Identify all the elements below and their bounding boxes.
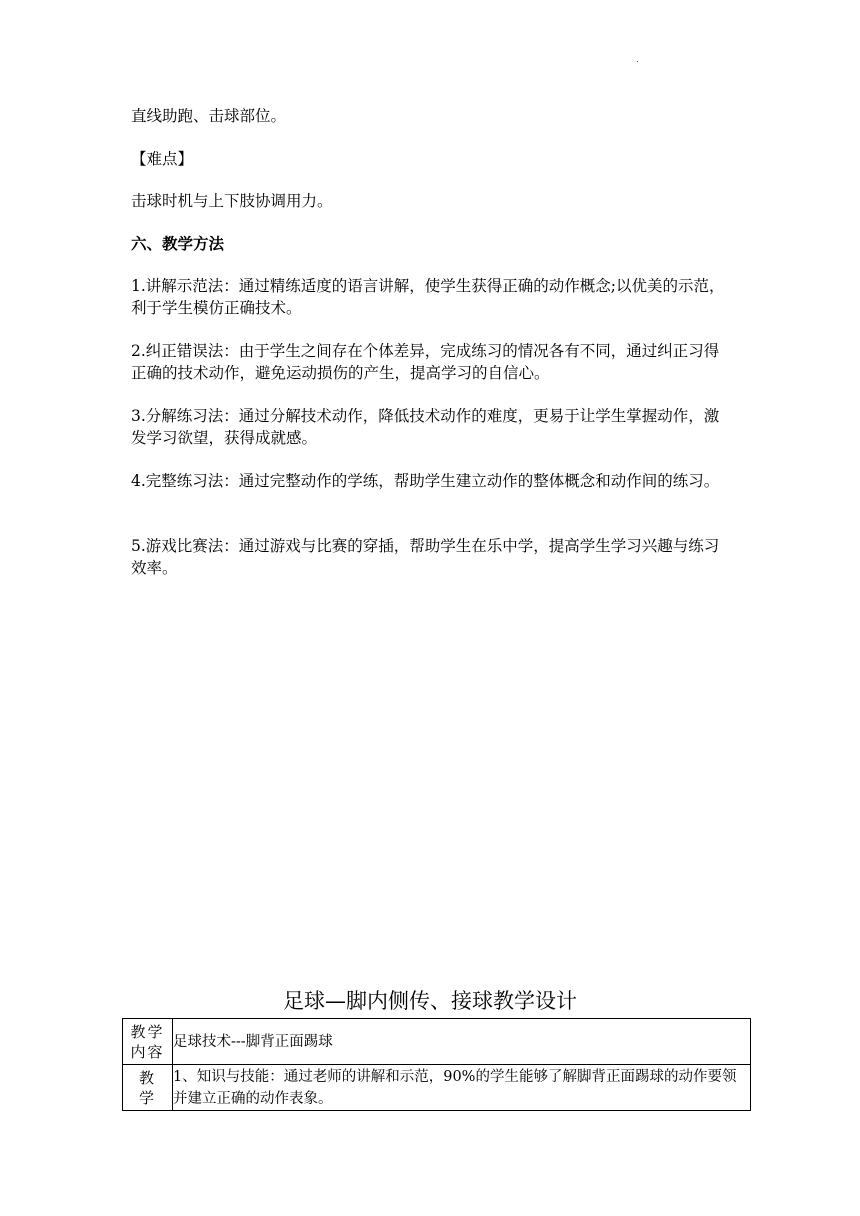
key-points-text: 直线助跑、击球部位。	[131, 107, 287, 125]
row-label-line: 教学	[130, 1022, 165, 1041]
row-value-teaching-content: 足球技术---脚背正面踢球	[173, 1019, 751, 1065]
method-item-3: 3.分解练习法：通过分解技术动作，降低技术动作的难度，更易于让学生掌握动作，激发学习欲望，获得成就感。	[131, 407, 720, 447]
difficulty-heading: 【难点】	[131, 150, 194, 168]
table-row	[123, 1019, 751, 1065]
row-label-line: 内容	[130, 1042, 165, 1061]
row-label-line: 教	[138, 1068, 156, 1087]
method-item-1: 1.讲解示范法：通过精练适度的语言讲解，使学生获得正确的动作概念;以优美的示范，利于学生模仿正确技术。	[131, 277, 725, 317]
difficulty-text: 击球时机与上下肢协调用力。	[131, 192, 333, 210]
section-heading-teaching-methods: 六、教学方法	[131, 234, 225, 253]
method-item-5: 5.游戏比赛法：通过游戏与比赛的穿插，帮助学生在乐中学，提高学生学习兴趣与练习效率。	[131, 537, 720, 577]
table-row	[123, 1065, 751, 1111]
design-table	[122, 1018, 751, 1111]
method-item-4: 4.完整练习法：通过完整动作的学练，帮助学生建立动作的整体概念和动作间的练习。	[131, 472, 720, 490]
row-label-teaching-objectives	[123, 1065, 173, 1111]
page-marker-dot: .	[636, 55, 639, 64]
row-label-line: 学	[138, 1088, 156, 1107]
row-label-teaching-content	[123, 1019, 173, 1065]
method-item-2: 2.纠正错误法：由于学生之间存在个体差异，完成练习的情况各有不同，通过纠正习得正确的技术动作，避免运动损伤的产生，提高学习的自信心。	[131, 342, 720, 382]
design-title: 足球—脚内侧传、接球教学设计	[283, 989, 577, 1013]
row-value-teaching-objectives: 1、知识与技能：通过老师的讲解和示范，90%的学生能够了解脚背正面踢球的动作要领并建立正确的动作表象。	[173, 1065, 751, 1111]
